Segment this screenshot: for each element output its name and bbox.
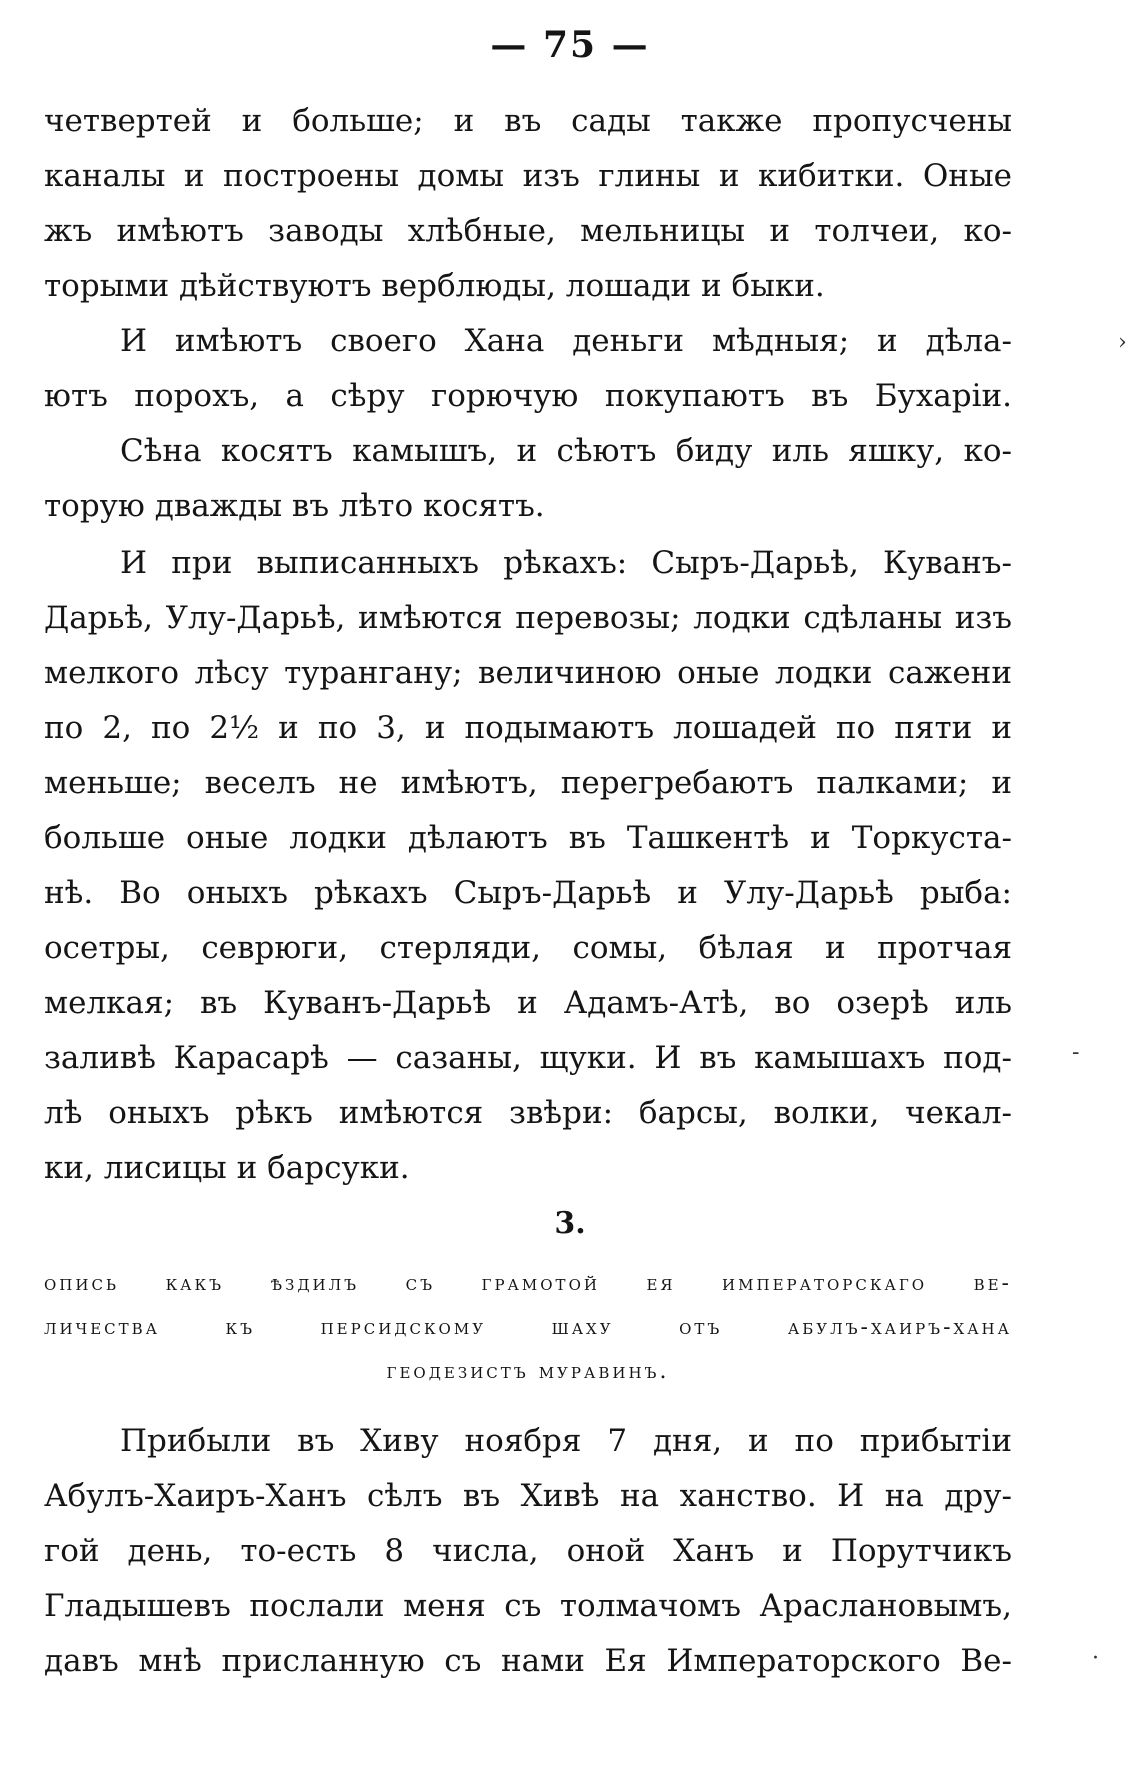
text-line: мелкого лѣсу турангану; величиною оные лодки сажени	[44, 655, 1012, 691]
text-line: Гладышевъ послали меня съ толмачомъ Арaслановымъ,	[44, 1588, 1012, 1624]
paragraph-2	[44, 314, 1012, 424]
text-line: больше оные лодки дѣлаютъ въ Ташкентѣ и Торкуста-	[44, 820, 1012, 856]
section-number: 3.	[554, 1206, 586, 1241]
section-heading	[44, 1262, 1012, 1394]
text-line: нѣ. Во оныхъ рѣкахъ Сыръ-Дарьѣ и Улу-Дарьѣ рыба:	[44, 875, 1012, 911]
text-line: торыми дѣйствуютъ верблюды, лошади и быки.	[44, 268, 825, 304]
margin-mark: ·	[1092, 1646, 1099, 1671]
margin-mark: ›	[1118, 330, 1127, 355]
text-line: И при выписанныхъ рѣкахъ: Сыръ-Дарьѣ, Куванъ-	[120, 545, 1012, 581]
page-number: — 75 —	[490, 24, 650, 66]
text-line: жъ имѣютъ заводы хлѣбные, мельницы и толчеи, ко-	[44, 213, 1012, 249]
text-line: торую дважды въ лѣто косятъ.	[44, 488, 545, 524]
text-line: давъ мнѣ присланную съ нами Ея Императорского Ве-	[44, 1643, 1012, 1679]
text-line: меньше; веселъ не имѣютъ, перегребаютъ палками; и	[44, 765, 1012, 801]
paragraph-3	[44, 424, 1012, 534]
text-line: ки, лисицы и барсуки.	[44, 1150, 410, 1186]
text-line: каналы и построены домы изъ глины и кибитки. Оные	[44, 158, 1012, 194]
paragraph-4	[44, 536, 1012, 1196]
text-line: Сѣна косятъ камышъ, и сѣютъ биду иль яшку, ко-	[120, 433, 1012, 469]
text-line: Дарьѣ, Улу-Дарьѣ, имѣются перевозы; лодки сдѣланы изъ	[44, 600, 1012, 636]
text-line: И имѣютъ своего Хана деньги мѣдныя; и дѣла-	[120, 323, 1012, 359]
paragraph-1	[44, 94, 1012, 314]
margin-mark: -	[1072, 1040, 1080, 1065]
text-line: мелкая; въ Куванъ-Дарьѣ и Адамъ-Атѣ, во озерѣ иль	[44, 985, 1012, 1021]
paragraph-5	[44, 1414, 1012, 1689]
text-line: по 2, по 2½ и по 3, и подымаютъ лошадей по пяти и	[44, 710, 1012, 746]
text-line: четвертей и больше; и въ сады также пропусчены	[44, 103, 1012, 139]
text-line: Прибыли въ Хиву ноября 7 дня, и по прибытіи	[120, 1423, 1012, 1459]
text-line: заливѣ Карасарѣ — сазаны, щуки. И въ камышахъ под-	[44, 1040, 1012, 1076]
text-line: гой день, то-есть 8 числа, оной Ханъ и Порутчикъ	[44, 1533, 1012, 1569]
text-line: Абулъ-Хаиръ-Ханъ сѣлъ въ Хивѣ на ханство. И на дру-	[44, 1478, 1012, 1514]
heading-line: личества къ персидскому шаху отъ абулъ-хаиръ-хана	[44, 1315, 1012, 1340]
text-line: лѣ оныхъ рѣкъ имѣются звѣри: барсы, волки, чекал-	[44, 1095, 1012, 1131]
heading-line: геодезистъ муравинъ.	[386, 1359, 670, 1384]
text-line: осетры, севрюги, стерляди, сомы, бѣлая и протчая	[44, 930, 1012, 966]
heading-line: опись какъ ѣздилъ съ грамотой ея императорскаго ве-	[44, 1271, 1012, 1296]
text-line: ютъ порохъ, а сѣру горючую покупаютъ въ Бухаріи.	[44, 378, 1012, 414]
